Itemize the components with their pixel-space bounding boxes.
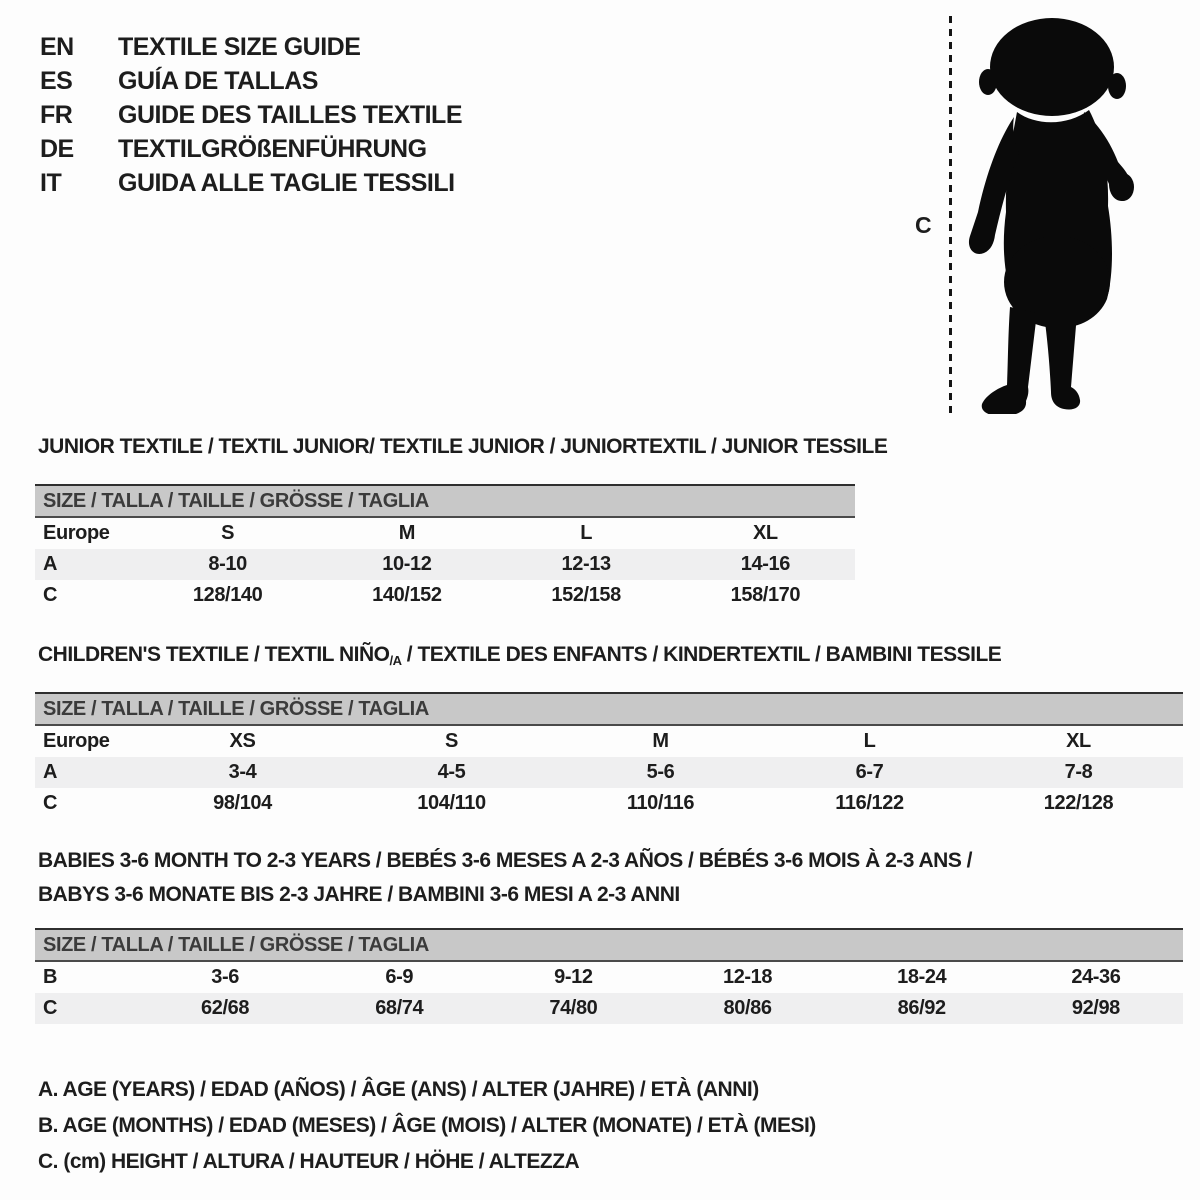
babies-title-line1: BABIES 3-6 MONTH TO 2-3 YEARS / BEBÉS 3-6 MESES A 2-3 AÑOS / BÉBÉS 3-6 MOIS À 2-3 ANS / [38,849,973,872]
table-row-age-months [35,962,1183,993]
lang-row-it [40,166,462,200]
table-row-age [35,549,855,580]
size-cell: XL [752,522,778,544]
height-cell: 62/68 [201,997,250,1019]
size-cell: L [863,730,876,752]
row-label: A [43,761,58,783]
age-cell: 3-4 [228,761,257,783]
age-cell: 12-13 [561,553,611,575]
height-cell: 92/98 [1071,997,1120,1019]
age-cell: 5-6 [646,761,675,783]
height-cell: 68/74 [375,997,424,1019]
size-cell: XL [1066,730,1091,752]
junior-size-table [35,484,855,611]
dashed-measure-line [949,16,952,414]
height-cell: 116/122 [835,792,904,814]
title-text: / TEXTILE DES ENFANTS / KINDERTEXTIL / BAMBINI TESSILE [401,643,1002,666]
lang-code: DE [40,134,74,163]
age-cell: 14-16 [740,553,790,575]
table-row-height [35,580,855,611]
age-cell: 7-8 [1064,761,1093,783]
measure-legend [38,1072,816,1180]
size-cell: M [398,522,415,544]
table-row-age [35,757,1183,788]
size-header-band: SIZE / TALLA / TAILLE / GRÖSSE / TAGLIA [35,692,1183,726]
row-label: Europe [43,730,110,752]
height-cell: 104/110 [417,792,486,814]
lang-row-de [40,132,462,166]
legend-line-b: B. AGE (MONTHS) / EDAD (MESES) / ÂGE (MOIS) / ALTER (MONATE) / ETÀ (MESI) [38,1114,816,1137]
page-title: TEXTILGRÖßENFÜHRUNG [118,134,427,163]
height-measure-figure [915,14,1165,424]
size-cell: L [580,522,593,544]
age-cell: 6-7 [855,761,884,783]
size-header-band: SIZE / TALLA / TAILLE / GRÖSSE / TAGLIA [35,484,855,518]
junior-section-title: JUNIOR TEXTILE / TEXTIL JUNIOR/ TEXTILE JUNIOR / JUNIORTEXTIL / JUNIOR TESSILE [38,435,888,458]
size-cell: M [652,730,669,752]
height-cell: 152/158 [551,584,621,606]
page-title: TEXTILE SIZE GUIDE [118,32,361,61]
page-title: GUÍA DE TALLAS [118,66,318,95]
height-cell: 140/152 [372,584,442,606]
age-cell: 12-18 [722,966,773,988]
age-cell: 6-9 [385,966,414,988]
row-label: B [43,966,58,988]
row-label: Europe [43,522,110,544]
size-cell: S [221,522,235,544]
table-row-height [35,993,1183,1024]
age-cell: 4-5 [437,761,466,783]
children-size-table [35,692,1183,819]
lang-row-en [40,30,462,64]
size-header-band: SIZE / TALLA / TAILLE / GRÖSSE / TAGLIA [35,928,1183,962]
size-cell: S [445,730,458,752]
measure-c-label: C [915,212,932,238]
lang-code: FR [40,100,73,129]
babies-size-table [35,928,1183,1024]
lang-row-es [40,64,462,98]
lang-code: ES [40,66,73,95]
row-label: C [43,792,58,814]
height-cell: 110/116 [626,792,695,814]
babies-title-line2: BABYS 3-6 MONATE BIS 2-3 JAHRE / BAMBINI 3-6 MESI A 2-3 ANNI [38,883,680,906]
row-label: A [43,553,58,575]
table-row-europe [35,726,1183,757]
title-sub-text: /A [389,653,402,668]
height-cell: 122/128 [1043,792,1114,814]
height-cell: 128/140 [192,584,263,606]
age-cell: 10-12 [382,553,432,575]
row-label: C [43,584,58,606]
height-cell: 86/92 [897,997,946,1019]
table-row-europe [35,518,855,549]
table-row-height [35,788,1183,819]
lang-code: IT [40,168,62,197]
age-cell: 3-6 [211,966,239,988]
page-title: GUIDA ALLE TAGLIE TESSILI [118,168,455,197]
children-section-title [38,643,1001,668]
legend-line-a: A. AGE (YEARS) / EDAD (AÑOS) / ÂGE (ANS) / ALTER (JAHRE) / ETÀ (ANNI) [38,1078,759,1101]
age-cell: 24-36 [1071,966,1121,988]
age-cell: 18-24 [897,966,947,988]
lang-code: EN [40,32,74,61]
title-text: CHILDREN'S TEXTILE / TEXTIL NIÑO [38,643,390,666]
babies-section-title [38,844,972,912]
baby-silhouette-image [960,14,1145,414]
height-cell: 74/80 [549,997,598,1019]
age-cell: 8-10 [208,553,247,575]
height-cell: 80/86 [723,997,772,1019]
lang-row-fr [40,98,462,132]
page-title: GUIDE DES TAILLES TEXTILE [118,100,463,129]
height-cell: 98/104 [213,792,272,814]
language-title-header [40,30,462,200]
size-cell: XS [229,730,256,752]
height-cell: 158/170 [730,584,801,606]
age-cell: 9-12 [554,966,593,988]
row-label: C [43,997,58,1019]
legend-line-c: C. (cm) HEIGHT / ALTURA / HAUTEUR / HÖHE / ALTEZZA [38,1150,580,1173]
